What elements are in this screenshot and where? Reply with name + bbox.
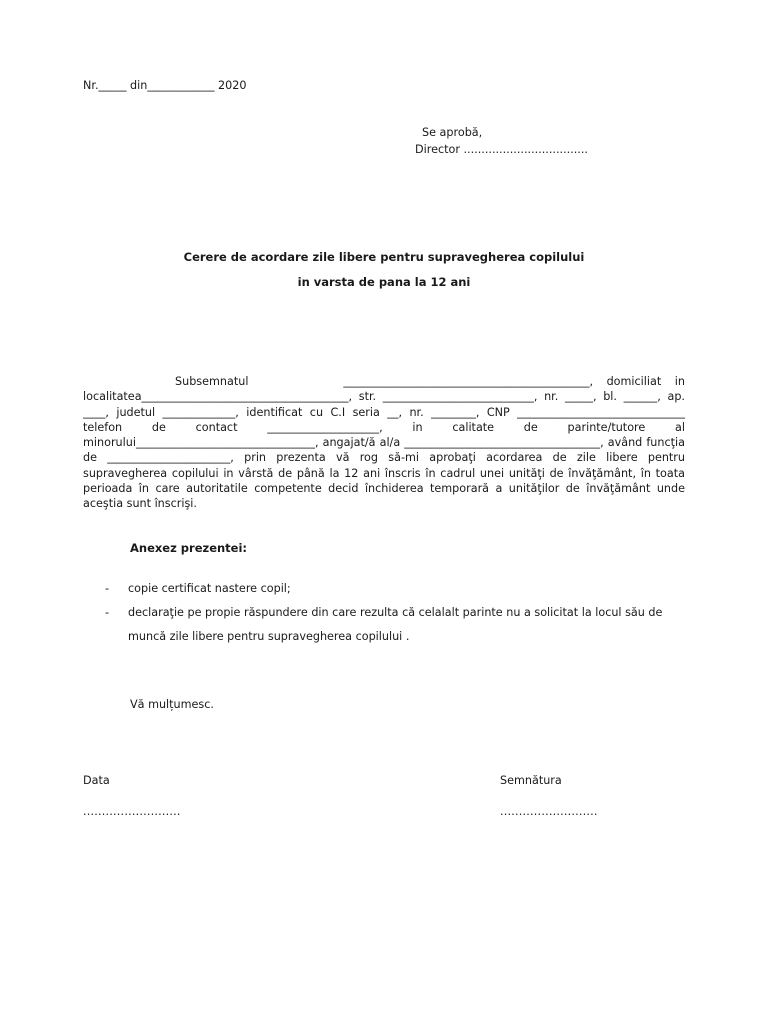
annex-item-text: declaraţie pe propie răspundere din care rezulta că celalalt parinte nu a solicitat la locul său de muncă zile libere pentru supravegherea copilului . xyxy=(128,606,663,643)
thanks-line: Vă mulțumesc. xyxy=(130,698,214,711)
annex-heading: Anexez prezentei: xyxy=(130,541,248,555)
list-item xyxy=(83,601,687,649)
document-title: Cerere de acordare zile libere pentru supravegherea copilului xyxy=(183,250,585,264)
annex-item-text: copie certificat nastere copil; xyxy=(128,582,291,595)
body-lead: Subsemnatul xyxy=(175,375,249,388)
list-dash: - xyxy=(105,582,110,595)
list-dash: - xyxy=(105,606,110,619)
document-subtitle: in varsta de pana la 12 ani xyxy=(297,275,471,289)
signature-field: .......................... xyxy=(500,805,598,818)
annex-list xyxy=(83,577,687,649)
list-item xyxy=(83,577,687,601)
approval-label: Se aprobă, xyxy=(422,126,483,139)
approval-block xyxy=(415,124,588,158)
registration-number-line: Nr._____ din____________ 2020 xyxy=(83,79,247,92)
date-label: Data xyxy=(83,774,110,787)
request-body xyxy=(83,374,685,512)
signature-label: Semnătura xyxy=(500,774,562,787)
director-signature-line: Director ................................... xyxy=(415,143,588,156)
body-paragraph: ____________________________________________, domiciliat in localitatea_____________________________________, str. ___________________________, nr. _____, bl. ______, ap. ____, judetul _____________, identificat cu C.I seria __, nr. ________, CNP ______________________________ telefon de contact ____________________, in calitate de parinte/tutore al minorului________________________________, angajat/ă al/a ___________________________________, având funcţia de ______________________, prin prezenta vă rog să-mi aprobaţi acordarea de zile libere pentru supravegherea copilului in vârstă de până la 12 ani înscris în cadrul unei unităţi de învăţământ, în toata perioada în care autoritatile competente decid închiderea temporară a unităţilor de învăţământ unde aceştia sunt înscrişi. xyxy=(83,375,685,511)
date-field: .......................... xyxy=(83,805,181,818)
